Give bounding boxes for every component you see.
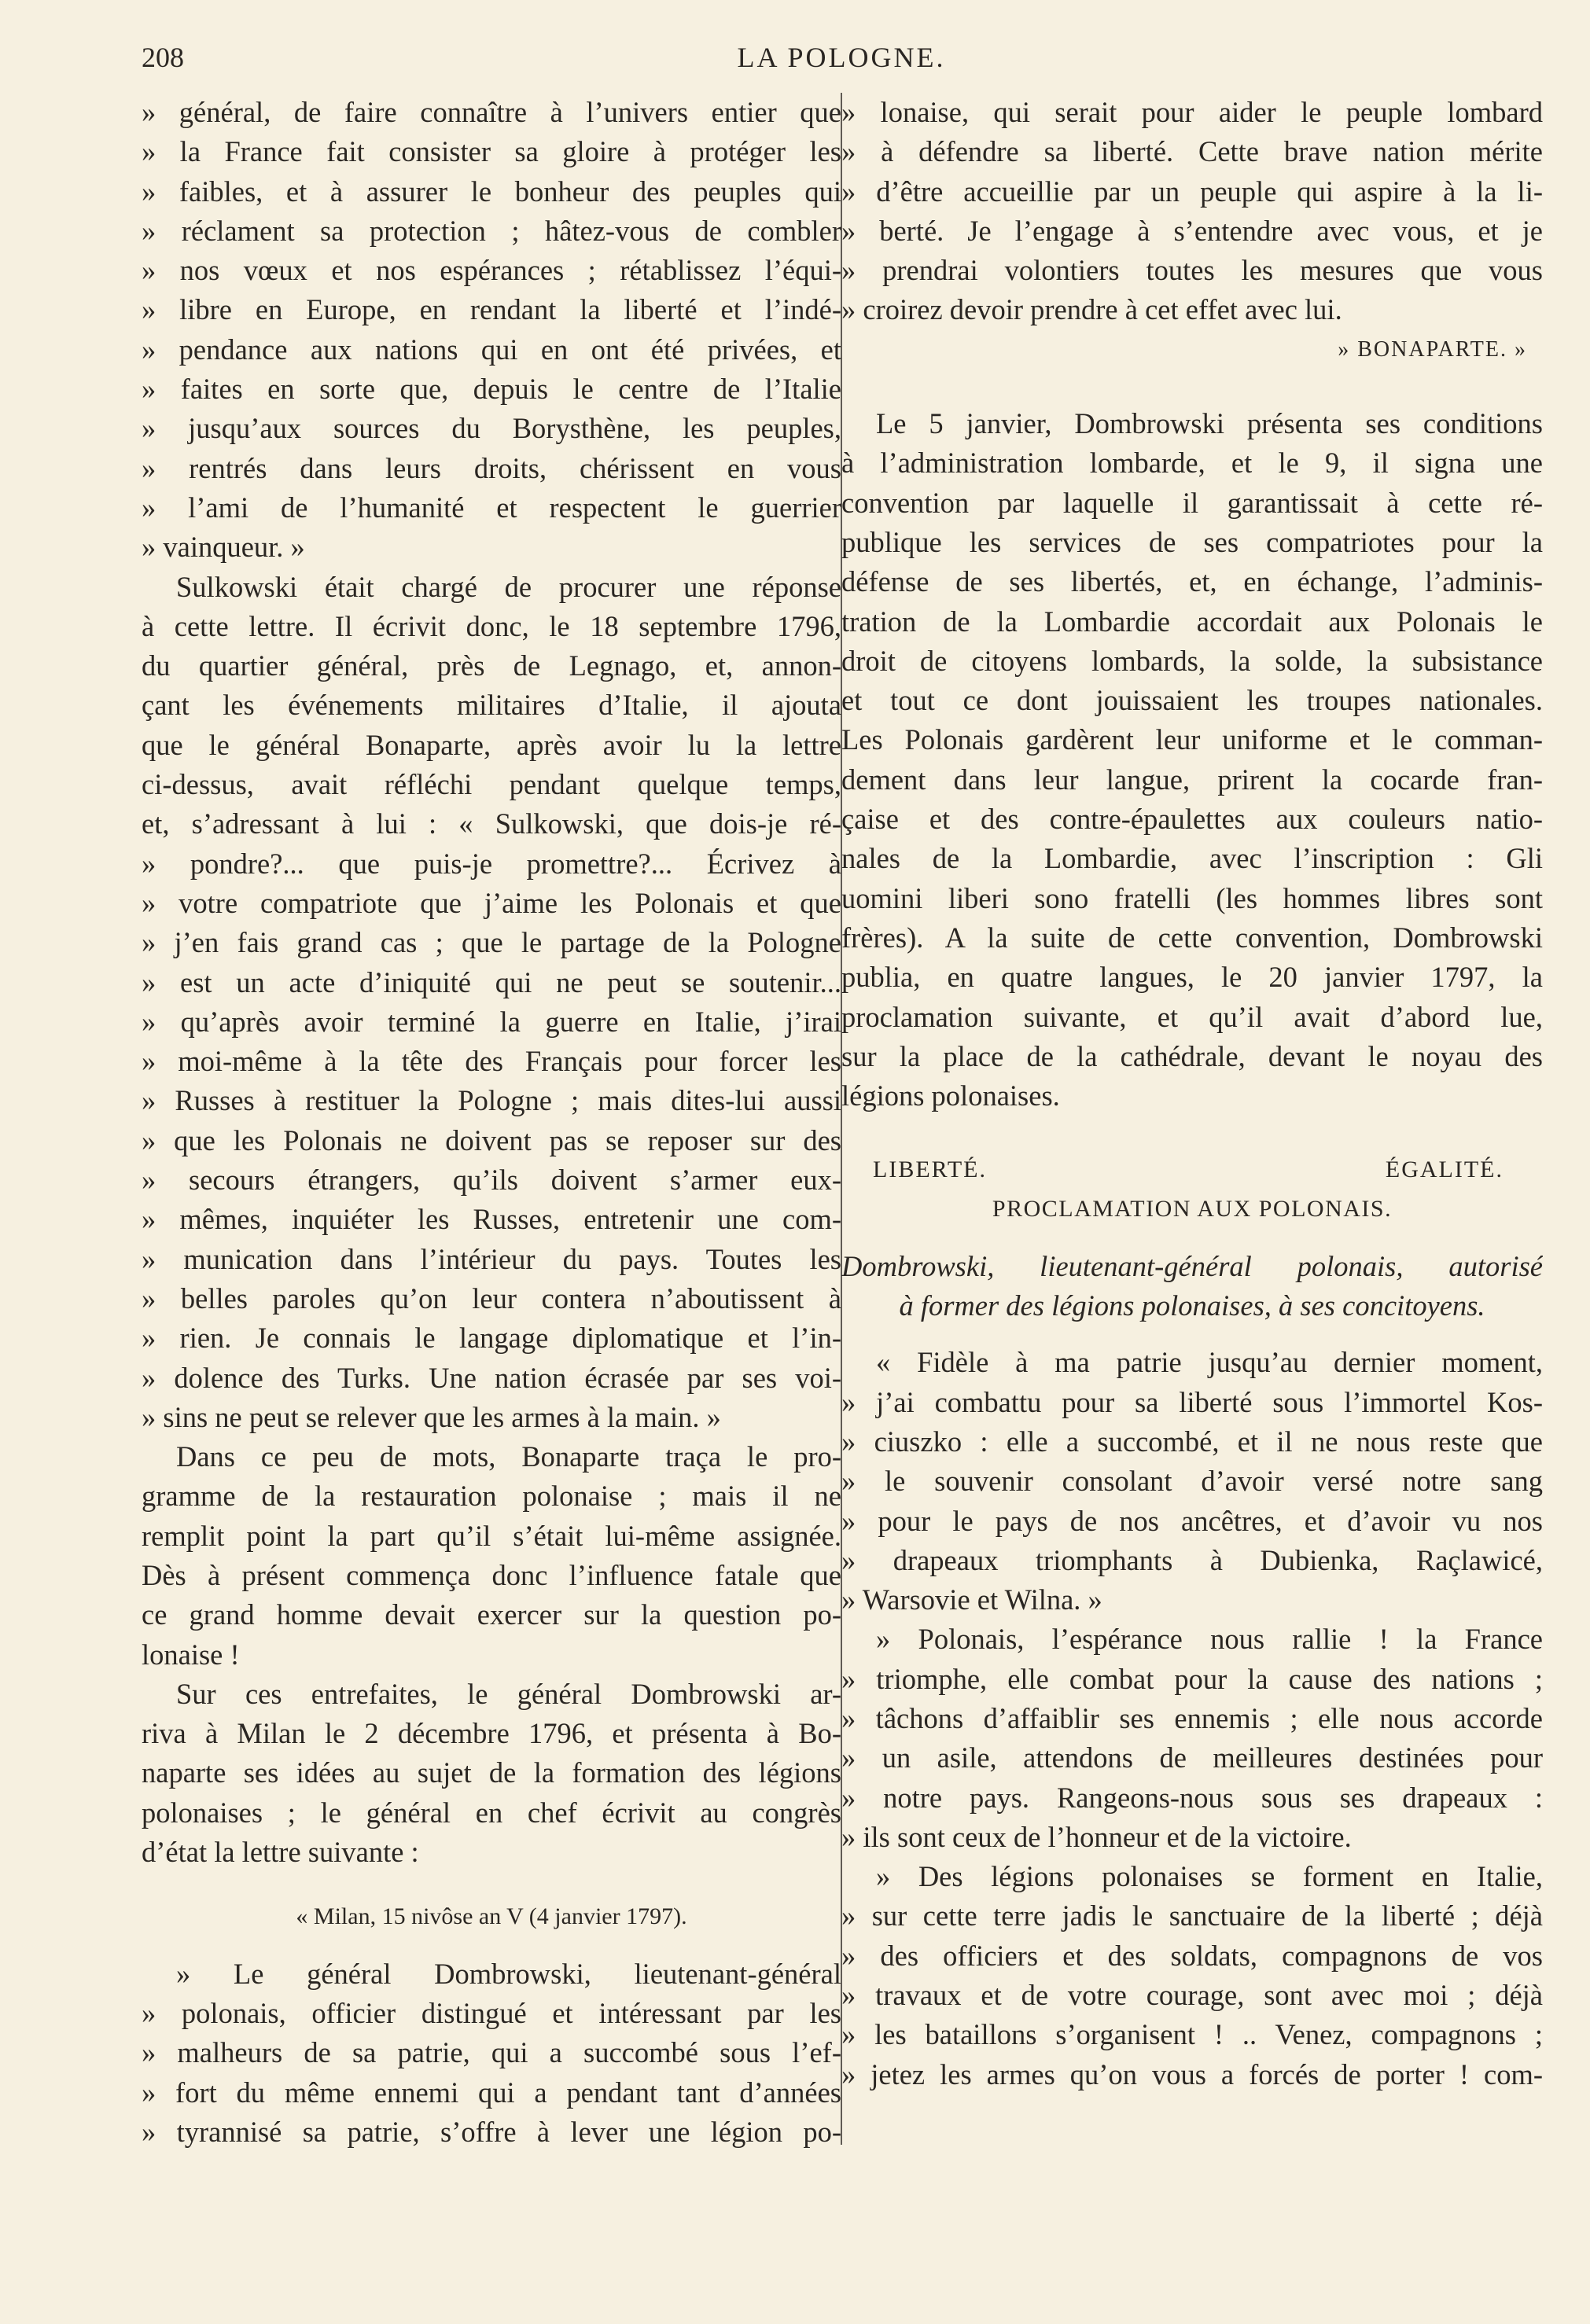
- text-line: » Des légions polonaises se forment en Italie,: [876, 1860, 1543, 1893]
- text-line: ce grand homme devait exercer sur la question po-: [142, 1598, 841, 1631]
- text-line: Les Polonais gardèrent leur uniforme et le comman-: [841, 723, 1543, 756]
- text-line: » berté. Je l’engage à s’entendre avec vous, et je: [841, 214, 1543, 247]
- text-line: » jetez les armes qu’on vous a forcés de porter ! com-: [841, 2057, 1543, 2090]
- text-line: » ciuszko : elle a succombé, et il ne nous reste que: [841, 1425, 1543, 1458]
- text-line: » faibles, et à assurer le bonheur des peuples qui: [142, 175, 841, 208]
- proclamation-paragraph-3: [841, 1857, 1543, 2094]
- text-line: » votre compatriote que j’aime les Polonais et que: [142, 886, 841, 919]
- text-line: » faites en sorte que, depuis le centre de l’Italie: [142, 373, 841, 406]
- text-line: d’état la lettre suivante :: [142, 1836, 419, 1869]
- text-line: » prendrai volontiers toutes les mesures que vous: [841, 254, 1543, 287]
- text-line: » dolence des Turks. Une nation écrasée par ses voi-: [142, 1361, 841, 1394]
- text-line: » travaux et de votre courage, sont avec moi ; déjà: [841, 1979, 1543, 2012]
- text-line: » vainqueur. »: [142, 531, 305, 564]
- text-line: » qu’après avoir terminé la guerre en Italie, j’irai: [142, 1005, 841, 1038]
- text-line: légions polonaises.: [841, 1079, 1060, 1112]
- text-line: à former des légions polonaises, à ses concitoyens.: [899, 1289, 1485, 1322]
- text-line: » général, de faire connaître à l’univers entier que: [142, 96, 841, 128]
- text-line: nales de la Lombardie, avec l’inscription : Gli: [841, 842, 1543, 875]
- bonaparte-letter-continued: [841, 93, 1543, 330]
- bonaparte-letter: [142, 1954, 841, 2152]
- text-line: » pour le pays de nos ancêtres, et d’avoir vu nos: [841, 1504, 1543, 1537]
- page-number: 208: [142, 42, 184, 73]
- text-line: Sur ces entrefaites, le général Dombrowski ar-: [176, 1677, 841, 1710]
- running-header: [142, 41, 1541, 80]
- text-line: » belles paroles qu’on leur contera n’aboutissent à: [142, 1282, 841, 1315]
- text-line: » j’en fais grand cas ; que le partage de la Pologne: [142, 926, 841, 959]
- paragraph-convention: [841, 404, 1543, 1116]
- proclamation-subtitle: [841, 1247, 1543, 1326]
- text-line: » tâchons d’affaiblir ses ennemis ; elle nous accorde: [841, 1701, 1543, 1734]
- text-line: lonaise !: [142, 1638, 240, 1671]
- quoted-letter-end: [142, 93, 841, 568]
- text-line: » fort du même ennemi qui a pendant tant d’années: [142, 2076, 841, 2109]
- text-line: » secours étrangers, qu’ils doivent s’armer eux-: [142, 1164, 841, 1197]
- text-line: frères). A la suite de cette convention, Dombrowski: [841, 921, 1543, 954]
- text-line: » pondre?... que puis-je promettre?... Écrivez à: [142, 847, 841, 880]
- text-line: » la France fait consister sa gloire à protéger les: [142, 135, 841, 168]
- text-line: » est un acte d’iniquité qui ne peut se soutenir...: [142, 965, 841, 998]
- text-line: » que les Polonais ne doivent pas se reposer sur des: [142, 1123, 841, 1156]
- text-line: » pendance aux nations qui en ont été privées, et: [142, 333, 841, 366]
- text-line: » triomphe, elle combat pour la cause des nations ;: [841, 1662, 1543, 1695]
- text-line: publia, en quatre langues, le 20 janvier 1797, la: [841, 961, 1543, 994]
- text-line: » d’être accueillie par un peuple qui aspire à la li-: [841, 175, 1543, 208]
- text-line: » le souvenir consolant d’avoir versé notre sang: [841, 1465, 1543, 1498]
- proclamation-paragraph-2: [841, 1620, 1543, 1857]
- text-line: » jusqu’aux sources du Borysthène, les peuples,: [142, 412, 841, 445]
- text-line: » rentrés dans leurs droits, chérissent en vous: [142, 451, 841, 484]
- text-line: Dès à présent commença donc l’influence fatale que: [142, 1558, 841, 1591]
- text-line: » un asile, attendons de meilleures destinées pour: [841, 1741, 1543, 1774]
- text-line: » moi-même à la tête des Français pour forcer les: [142, 1045, 841, 1078]
- text-line: riva à Milan le 2 décembre 1796, et présenta à Bo-: [142, 1717, 841, 1750]
- text-line: » mêmes, inquiéter les Russes, entretenir une com-: [142, 1203, 841, 1236]
- proclamation-paragraph-1: [841, 1343, 1543, 1620]
- text-line: droit de citoyens lombards, la solde, la subsistance: [841, 644, 1543, 677]
- motto: [841, 1150, 1543, 1190]
- text-line: » Russes à restituer la Pologne ; mais dites-lui aussi: [142, 1084, 841, 1117]
- text-line: çant les événements militaires d’Italie, il ajouta: [142, 689, 841, 722]
- text-line: proclamation suivante, et qu’il avait d’abord lue,: [841, 1000, 1543, 1033]
- text-line: gramme de la restauration polonaise ; mais il ne: [142, 1480, 841, 1513]
- text-line: à cette lettre. Il écrivit donc, le 18 septembre 1796,: [142, 609, 841, 642]
- paragraph-programme: [142, 1437, 841, 1675]
- text-line: çaise et des contre-épaulettes aux couleurs natio-: [841, 803, 1543, 836]
- text-line: » polonais, officier distingué et intéressant par les: [142, 1996, 841, 2029]
- signature: » BONAPARTE. »: [1338, 336, 1527, 362]
- text-line: » j’ai combattu pour sa liberté sous l’immortel Kos-: [841, 1385, 1543, 1418]
- text-line: » Warsovie et Wilna. »: [841, 1583, 1102, 1616]
- text-line: » des officiers et des soldats, compagnons de vos: [841, 1939, 1543, 1972]
- text-line: Dombrowski, lieutenant-général polonais, autorisé: [841, 1249, 1543, 1282]
- text-line: » tyrannisé sa patrie, s’offre à lever une légion po-: [142, 2115, 841, 2148]
- text-line: » drapeaux triomphants à Dubienka, Raçlawicé,: [841, 1543, 1543, 1576]
- text-line: et, s’adressant à lui : « Sulkowski, que dois-je ré-: [142, 807, 841, 840]
- text-line: » rien. Je connais le langage diplomatique et l’in-: [142, 1322, 841, 1355]
- text-line: Dans ce peu de mots, Bonaparte traça le pro-: [176, 1440, 841, 1473]
- text-line: publique les services de ses compatriotes pour la: [841, 525, 1543, 558]
- text-line: » sur cette terre jadis le sanctuaire de la liberté ; déjà: [841, 1899, 1543, 1932]
- text-line: » croirez devoir prendre à cet effet avec lui.: [841, 293, 1342, 326]
- text-line: » sins ne peut se relever que les armes à la main. »: [142, 1400, 721, 1433]
- text-line: polonaises ; le général en chef écrivit au congrès: [142, 1796, 841, 1829]
- text-line: dement dans leur langue, prirent la cocarde fran-: [841, 763, 1543, 796]
- proclamation-title: PROCLAMATION AUX POLONAIS.: [992, 1196, 1393, 1223]
- right-column: [841, 93, 1543, 2094]
- text-line: à l’administration lombarde, et le 9, il signa une: [841, 447, 1543, 480]
- paragraph-sulkowski: [142, 568, 841, 1438]
- text-line: que le général Bonaparte, après avoir lu la lettre: [142, 728, 841, 761]
- text-line: » Polonais, l’espérance nous rallie ! la France: [876, 1623, 1543, 1656]
- text-line: » nos vœux et nos espérances ; rétablissez l’équi-: [142, 254, 841, 287]
- motto-liberte: LIBERTÉ.: [873, 1156, 988, 1183]
- text-line: » l’ami de l’humanité et respectent le guerrier: [142, 491, 841, 524]
- text-line: tration de la Lombardie accordait aux Polonais le: [841, 605, 1543, 638]
- text-line: » notre pays. Rangeons-nous sous ses drapeaux :: [841, 1781, 1543, 1814]
- text-line: » munication dans l’intérieur du pays. Toutes les: [142, 1242, 841, 1275]
- text-line: et tout ce dont jouissaient les troupes nationales.: [841, 684, 1543, 717]
- text-line: » les bataillons s’organisent ! .. Venez, compagnons ;: [841, 2018, 1543, 2051]
- running-title: LA POLOGNE.: [737, 42, 946, 73]
- text-line: » à défendre sa liberté. Cette brave nation mérite: [841, 135, 1543, 168]
- text-line: » lonaise, qui serait pour aider le peuple lombard: [841, 96, 1543, 128]
- motto-egalite: ÉGALITÉ.: [1385, 1156, 1504, 1183]
- text-line: » réclament sa protection ; hâtez-vous de combler: [142, 214, 841, 247]
- text-line: défense de ses libertés, et, en échange, l’adminis-: [841, 565, 1543, 598]
- text-line: sur la place de la cathédrale, devant le noyau des: [841, 1039, 1543, 1072]
- text-line: remplit point la part qu’il s’était lui-même assignée.: [142, 1519, 841, 1552]
- text-line: » ils sont ceux de l’honneur et de la victoire.: [841, 1820, 1352, 1853]
- text-line: « Fidèle à ma patrie jusqu’au dernier moment,: [876, 1346, 1543, 1379]
- text-line: Sulkowski était chargé de procurer une réponse: [176, 570, 841, 603]
- text-line: uomini liberi sono fratelli (les hommes libres sont: [841, 881, 1543, 914]
- text-line: du quartier général, près de Legnago, et, annon-: [142, 649, 841, 682]
- letter-dateline: « Milan, 15 nivôse an V (4 janvier 1797).: [296, 1903, 687, 1930]
- text-line: » malheurs de sa patrie, qui a succombé sous l’ef-: [142, 2036, 841, 2069]
- text-line: Le 5 janvier, Dombrowski présenta ses conditions: [876, 407, 1543, 440]
- left-column: [142, 93, 841, 2152]
- text-line: naparte ses idées au sujet de la formation des légions: [142, 1756, 841, 1789]
- text-line: » libre en Europe, en rendant la liberté et l’indé-: [142, 293, 841, 326]
- text-line: ci-dessus, avait réfléchi pendant quelque temps,: [142, 768, 841, 801]
- text-line: convention par laquelle il garantissait à cette ré-: [841, 486, 1543, 519]
- paragraph-milan: [142, 1675, 841, 1872]
- text-line: » Le général Dombrowski, lieutenant-général: [176, 1957, 841, 1990]
